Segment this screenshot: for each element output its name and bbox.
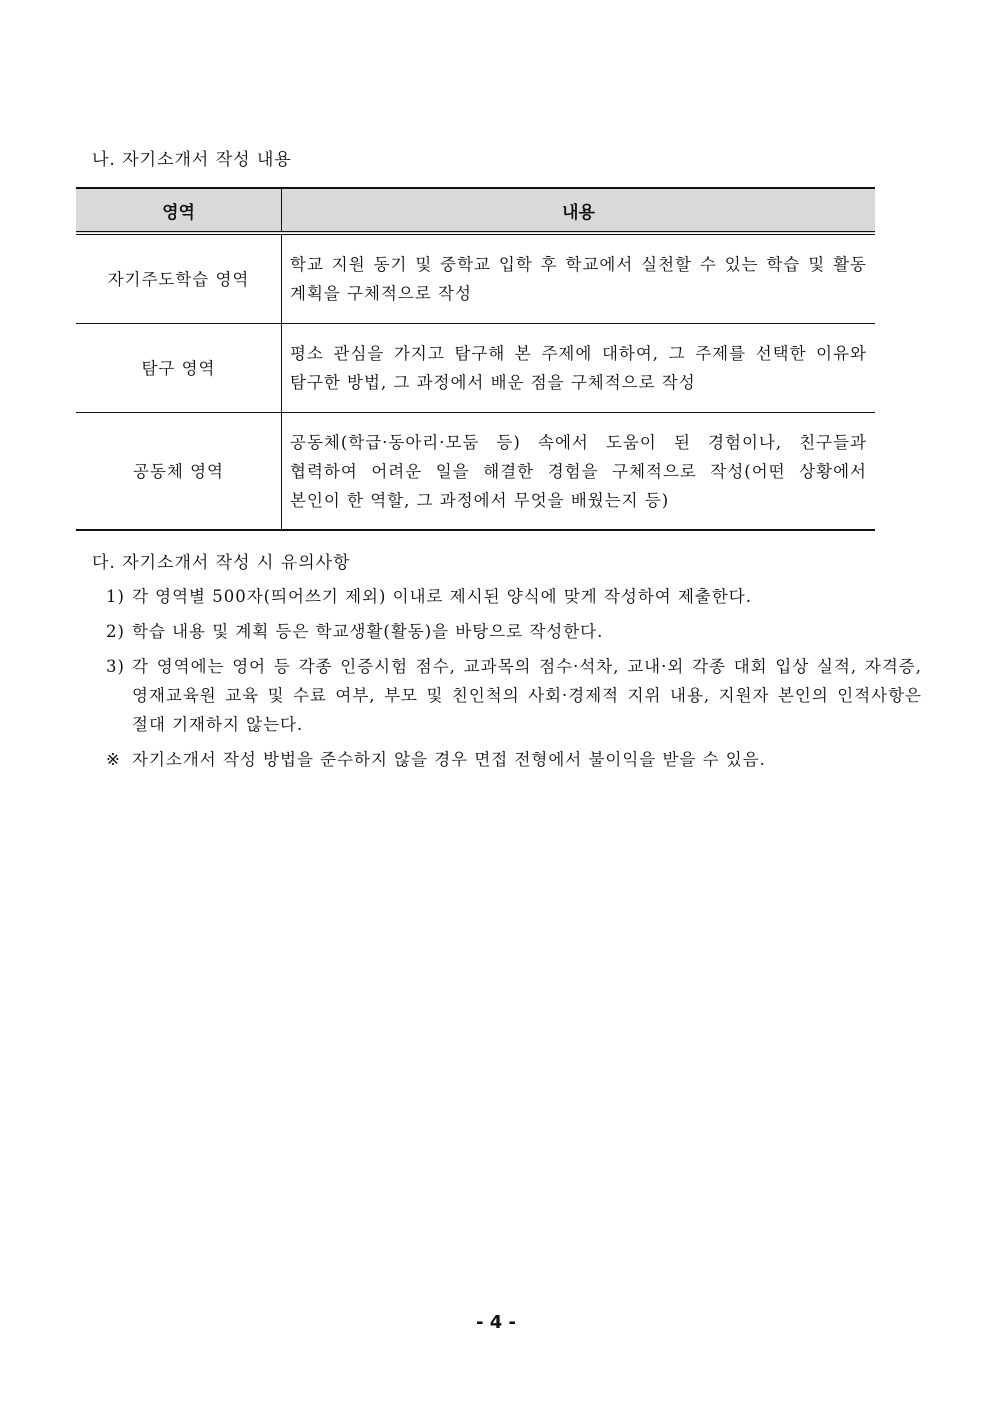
row-content: 평소 관심을 가지고 탐구해 본 주제에 대하여, 그 주제를 선택한 이유와 탐구한 방법, 그 과정에서 배운 점을 구체적으로 작성 (282, 324, 876, 413)
list-item (106, 582, 922, 611)
header-area: 영역 (76, 188, 282, 233)
reference-mark: ※ (106, 750, 121, 769)
table-row (76, 233, 875, 324)
header-content: 내용 (282, 188, 876, 233)
content-table (76, 187, 875, 531)
footnote (106, 745, 922, 774)
row-area: 공동체 영역 (76, 413, 282, 531)
section-title-da: 다. 자기소개서 작성 시 유의사항 (92, 553, 351, 573)
row-content: 공동체(학급·동아리·모둠 등) 속에서 도움이 된 경험이나, 친구들과 협력하여 어려운 일을 해결한 경험을 구체적으로 작성(어떤 상황에서 본인이 한 역할, 그 과정에서 무엇을 배웠는지 등) (282, 413, 876, 531)
note-number: 1) (106, 587, 125, 606)
table-row (76, 324, 875, 413)
note-text: 각 영역별 500자(띄어쓰기 제외) 이내로 제시된 양식에 맞게 작성하여 제출한다. (132, 587, 752, 606)
table-header-row (76, 188, 875, 233)
list-item (106, 652, 922, 739)
footnote-text: 자기소개서 작성 방법을 준수하지 않을 경우 면접 전형에서 불이익을 받을 수 있음. (132, 750, 766, 769)
notes-list (106, 582, 922, 774)
note-text: 학습 내용 및 계획 등은 학교생활(활동)을 바탕으로 작성한다. (132, 622, 604, 641)
list-item (106, 617, 922, 646)
note-number: 3) (106, 657, 125, 676)
page-number: - 4 - (476, 1312, 516, 1333)
section-title-na: 나. 자기소개서 작성 내용 (92, 150, 292, 170)
note-text: 각 영역에는 영어 등 각종 인증시험 점수, 교과목의 점수·석차, 교내·외 각종 대회 입상 실적, 자격증, 영재교육원 교육 및 수료 여부, 부모 및 친인척의 사회·경제적 지위 내용, 지원자 본인의 인적사항은 절대 기재하지 않는다. (132, 657, 922, 734)
row-area: 자기주도학습 영역 (76, 233, 282, 324)
row-content: 학교 지원 동기 및 중학교 입학 후 학교에서 실천할 수 있는 학습 및 활동 계획을 구체적으로 작성 (282, 233, 876, 324)
note-number: 2) (106, 622, 125, 641)
table-row (76, 413, 875, 531)
row-area: 탐구 영역 (76, 324, 282, 413)
